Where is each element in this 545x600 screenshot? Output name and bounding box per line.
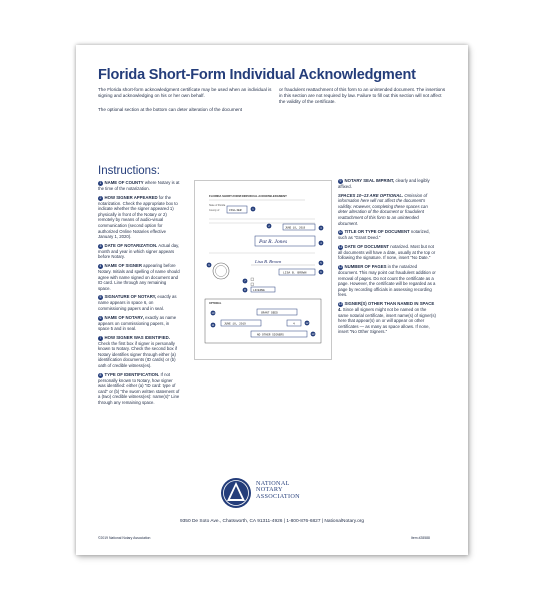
instruction-item	[98, 243, 180, 260]
instruction-heading: NAME OF COUNTY	[104, 180, 144, 185]
instruction-item	[98, 372, 180, 406]
instruction-body: Omission of information here will not affect the document's validity. However, completing these spaces can deter alteration of the document or fraudulent reattachment of this form to an unintended document.	[338, 192, 428, 226]
step-number-badge: 2	[99, 195, 102, 200]
step-number-badge: 13	[338, 301, 343, 306]
svg-text:13: 13	[311, 333, 315, 336]
instruction-item	[338, 178, 438, 190]
instruction-heading: SIGNATURE OF NOTARY,	[104, 294, 157, 300]
instruction-heading: NAME OF NOTARY,	[104, 314, 144, 320]
instruction-item	[338, 229, 438, 241]
logo-line-1: NATIONAL	[256, 480, 290, 487]
form-notary-signature: Lisa B. Brown	[255, 259, 282, 264]
svg-text:3: 3	[320, 227, 322, 230]
step-number-badge: 10	[338, 230, 343, 235]
footer-address: 9350 De Soto Ave., Chatsworth, CA 91311-4926 | 1-800-876-6827 | NationalNotary.org	[179, 519, 365, 524]
svg-text:12: 12	[305, 322, 309, 325]
instruction-item	[98, 294, 180, 311]
instruction-heading: SIGNER(S) OTHER THAN NAMED IN SPACE 4.	[338, 300, 435, 312]
nna-logo	[220, 475, 330, 513]
step-number-badge: 5	[99, 295, 102, 300]
document-title: Florida Short-Form Individual Acknowledgment	[98, 67, 416, 83]
instruction-heading: TITLE OR TYPE OF DOCUMENT	[344, 229, 410, 235]
svg-text:7: 7	[244, 280, 246, 283]
intro-paragraph-1: The Florida short-form acknowledgment certificate may be used when an individual is signing and acknowledging on his or her own behalf.	[98, 87, 272, 98]
instruction-item	[98, 195, 180, 240]
document-sheet	[76, 45, 468, 555]
step-number-badge: 4	[99, 263, 102, 268]
form-notary-name: LISA B. BROWN	[283, 271, 307, 275]
svg-text:10: 10	[211, 312, 215, 315]
instruction-heading: DATE OF NOTARIZATION.	[104, 242, 158, 248]
step-number-badge: 11	[338, 244, 343, 249]
instruction-heading: SPACES 10–13 ARE OPTIONAL.	[338, 192, 404, 198]
step-number-badge: 6	[99, 315, 102, 320]
instruction-item	[98, 335, 180, 369]
sample-certificate-graphic	[195, 181, 331, 359]
sample-certificate-form	[194, 180, 332, 360]
instruction-heading: NOTARY SEAL IMPRINT,	[344, 178, 395, 183]
logo-line-2: NOTARY	[256, 486, 283, 494]
form-doc-date: JUNE 10, 2019	[224, 322, 246, 326]
instruction-heading: HOW SIGNER WAS IDENTIFIED.	[104, 334, 170, 340]
logo-line-3: ASSOCIATION	[256, 492, 300, 500]
svg-text:OPTIONAL: OPTIONAL	[209, 302, 222, 305]
footer-item-number: Item #28588	[411, 536, 430, 540]
instructions-left-column	[98, 180, 180, 409]
svg-text:5: 5	[320, 262, 322, 265]
instruction-heading: TYPE OF IDENTIFICATION.	[104, 371, 160, 377]
form-header: FLORIDA SHORT-FORM INDIVIDUAL ACKNOWLEDGMENT	[209, 194, 287, 198]
instruction-body: If not personally known to Notary, how signer was identified: either (a) "ID card: type of card" or (b) "the sworn written statement of a (two) credible witness(es): name(s)" Line through any remaining space.	[98, 371, 180, 406]
instruction-body: where Notary is at the time of the notarization.	[98, 180, 180, 191]
intro-paragraph-3: or fraudulent reattachment of this form to an unintended document. The insertions in this section are not required by law. Failure to fill out this section will not affect the validity of the certificate.	[279, 87, 446, 104]
svg-text:State of Florida: State of Florida	[209, 204, 226, 207]
svg-text:1: 1	[252, 208, 254, 211]
instruction-body: clearly and legibly affixed.	[338, 178, 430, 189]
instruction-item	[338, 264, 438, 298]
instruction-item	[98, 180, 180, 192]
form-id-type: LICENSE	[253, 289, 265, 292]
instruction-body: notarized, such as "Grant Deed."	[338, 229, 430, 241]
footer-copyright: ©2019 National Notary Association	[98, 536, 151, 540]
form-doc-title: GRANT DEED	[261, 311, 278, 315]
svg-text:2: 2	[268, 225, 270, 228]
nna-seal-icon	[220, 475, 252, 511]
svg-text:4: 4	[320, 242, 322, 245]
intro-paragraph-2: The optional section at the bottom can deter alteration of the document	[98, 107, 243, 112]
step-number-badge: 7	[99, 335, 102, 340]
instruction-heading: NUMBER OF PAGES	[344, 263, 387, 269]
instruction-item	[98, 315, 180, 332]
instruction-item	[98, 263, 180, 291]
step-number-badge: 1	[99, 181, 102, 185]
instruction-body: appearing before Notary. Initials and spelling of name should agree with name signed on document and ID card. Line through any remaining space.	[98, 262, 180, 291]
instruction-body: Actual day, month and year in which signer appears before Notary.	[98, 242, 180, 260]
instruction-body: Check the first box if signer is personally known to Notary. Check the second box if Notary identifies signer through either (a) identification documents (ID cards) or (b) oath of credible witness(es).	[98, 340, 177, 369]
form-date: JUNE 10, 2019	[285, 226, 306, 230]
instruction-heading: NAME OF SIGNER	[104, 262, 142, 268]
instruction-body: in the notarized document. This may point out fraudulent addition or removal of pages. Do not count the certificate as a page. However, the certificate will be regarded as a page by recording officials in assessing recording fees.	[338, 263, 436, 298]
instructions-right-column	[338, 178, 438, 338]
svg-text:County of: County of	[209, 209, 220, 212]
step-number-badge: 9	[339, 179, 342, 183]
form-pages: 4	[293, 322, 295, 326]
instruction-item	[338, 301, 438, 335]
instructions-heading: Instructions:	[98, 165, 160, 177]
instruction-body: Since all signers might not be named on the same notarial certificate, insert name(s) of signer(s) here that appear(s) on or will appear on other certificates — as many as space allows. If none, insert "No Other Signers."	[338, 306, 436, 335]
instruction-item	[338, 193, 438, 227]
svg-text:9: 9	[208, 264, 210, 267]
instruction-body: exactly as name appears on commissioning papers, in space 5 and in seal.	[98, 314, 177, 332]
instruction-heading: HOW SIGNER APPEARED	[104, 194, 158, 200]
form-county: COLLIER	[229, 209, 242, 212]
svg-text:6: 6	[320, 271, 322, 274]
instruction-body: notarized. Most but not all documents will have a date, usually at the top or following the signature. If none, insert "No Date."	[338, 243, 436, 261]
svg-text:11: 11	[211, 324, 215, 327]
instruction-body: exactly as name appears in space 6, on commissioning papers and in seal.	[98, 294, 177, 311]
step-number-badge: 12	[338, 264, 343, 269]
form-signer: Pat R. Jones	[259, 239, 288, 245]
step-number-badge: 8	[99, 372, 102, 377]
instruction-body: for the notarization. Check the appropriate box to indicate whether the signer appeared 1) physically in front of the Notary or 2) remotely by means of audio-visual communication (second option for authorized Online Notaries effective January 1, 2020).	[98, 194, 178, 240]
step-number-badge: 3	[99, 243, 102, 248]
form-other-signers: NO OTHER SIGNERS	[257, 333, 284, 337]
instruction-heading: DATE OF DOCUMENT	[344, 243, 390, 249]
svg-text:8: 8	[244, 289, 246, 292]
instruction-item	[338, 244, 438, 261]
